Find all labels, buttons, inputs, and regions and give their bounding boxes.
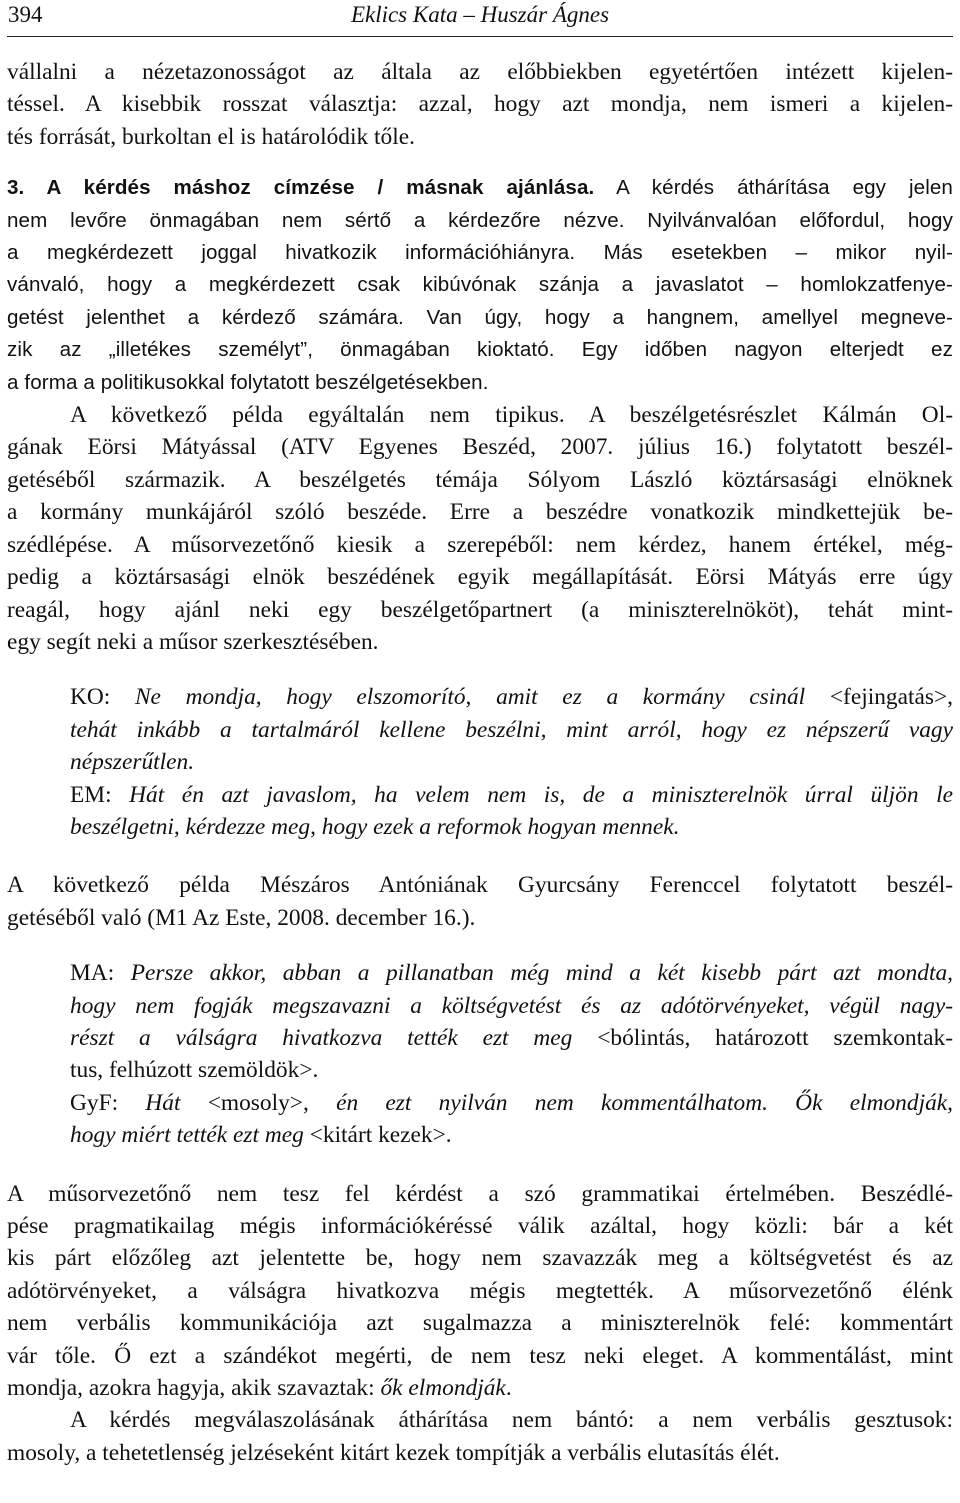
text-line (7, 1372, 953, 1404)
running-title: Eklics Kata – Huszár Ágnes (350, 2, 610, 27)
utterance-text: Hát én azt javaslom, ha velem nem is, de a miniszterelnök úrral üljön le (111, 781, 953, 808)
text-line: getést jelenthet a kérdező számára. Van úgy, hogy a hangnem, amellyel megneve- (7, 305, 953, 329)
utterance-text: beszélgetni, kérdezze meg, hogy ezek a reformok hogyan mennek. (70, 813, 680, 840)
dialogue-line (70, 811, 953, 843)
page (7, 0, 953, 1469)
text-line: A műsorvezetőnő nem tesz fel kérdést a szó grammatikai értelmében. Beszédlé- (7, 1180, 953, 1207)
section-3 (7, 172, 953, 399)
text-line: mosoly, a tehetetlenség jelzéseként kitárt kezek tompítják a verbális elutasítás élét. (7, 1439, 780, 1466)
text-line: a kormány munkájáról szóló beszéde. Erre a beszédre vonatkozik mindkettejük be- (7, 499, 953, 526)
paragraph-3 (7, 869, 953, 934)
utterance-text: hogy nem fogják megszavazni a költségvetést és az adótörvényeket, végül nagy- (70, 992, 953, 1019)
utterance-text: én ezt nyilván nem kommentálhatom. Ők elmondják, (308, 1089, 953, 1116)
text-line: a forma a politikusokkal folytatott beszélgetésekben. (7, 370, 489, 394)
paragraph-4 (7, 1178, 953, 1405)
text-line: egy segít neki a műsor szerkesztésében. (7, 628, 379, 655)
text-line: nem verbális kommunikációja azt sugalmazza a miniszterelnök felé: kommentárt (7, 1310, 953, 1337)
dialogue-excerpt-2 (70, 957, 953, 1151)
text-line: A következő példa Mészáros Antóniának Gyurcsány Ferenccel folytatott beszél- (7, 872, 953, 899)
dialogue-line (70, 714, 953, 746)
text-line: gának Eörsi Mátyással (ATV Egyenes Beszéd, 2007. július 16.) folytatott beszél- (7, 434, 953, 461)
quoted-phrase: ők elmondják (380, 1375, 506, 1402)
dialogue-line (70, 1022, 953, 1054)
section-heading: 3. A kérdés máshoz címzése / másnak ajánlása. (7, 176, 595, 200)
speaker-ko: KO: (70, 684, 111, 711)
section-text: A kérdés áthárítása egy jelen (594, 176, 953, 200)
text-line: tés forrását, burkoltan el is határolódik tőle. (7, 123, 415, 150)
text-line: getéséből való (M1 Az Este, 2008. december 16.). (7, 904, 476, 931)
nonverbal-note: tus, felhúzott szemöldök>. (70, 1057, 319, 1084)
text-line: reagál, hogy ajánl neki egy beszélgetőpartnert (a miniszterelnököt), tehát mint- (7, 596, 953, 623)
text-line: A következő példa egyáltalán nem tipikus. A beszélgetésrészlet Kálmán Ol- (70, 402, 953, 429)
text-line: pedig a köztársasági elnök beszédének egyik megállapítását. Eörsi Mátyás erre úgy (7, 564, 953, 591)
text-line: a megkérdezett joggal hivatkozik információhiányra. Más esetekben – mikor nyil- (7, 241, 953, 265)
text-line: kis párt előzőleg azt jelentette be, hogy nem szavazzák meg a költségvetést és az (7, 1245, 953, 1272)
running-header (7, 0, 953, 37)
dialogue-line (70, 1119, 953, 1151)
paragraph-5 (7, 1404, 953, 1469)
text-line: adótörvényeket, a válságra hivatkozva mégis megtették. A műsorvezetőnő élénk (7, 1277, 953, 1304)
dialogue-line (70, 1054, 953, 1086)
nonverbal-note: <mosoly>, (180, 1089, 309, 1116)
dialogue-line (70, 957, 953, 989)
text-line: nem levőre önmagában nem sértő a kérdezőre nézve. Nyilvánvalóan előfordul, hogy (7, 208, 953, 232)
dialogue-line (70, 1087, 953, 1119)
nonverbal-note: <kitárt kezek>. (303, 1122, 452, 1149)
page-number: 394 (8, 2, 43, 27)
utterance-text: tehát inkább a tartalmáról kellene beszélni, mint arról, hogy ez népszerű vagy (70, 716, 953, 743)
utterance-text: Persze akkor, abban a pillanatban még mind a két kisebb párt azt mondta, (114, 960, 953, 987)
nonverbal-note: <bólintás, határozott szemkontak- (572, 1024, 953, 1051)
paragraph-1 (7, 56, 953, 153)
dialogue-excerpt-1 (70, 681, 953, 843)
utterance-text: Ne mondja, hogy elszomorító, amit ez a kormány csinál (110, 684, 806, 711)
text-line: vállalni a nézetazonosságot az általa az előbbiekben egyetértően intézett kijelen- (7, 59, 953, 85)
text-line: pése pragmatikailag mégis információkéréssé válik azáltal, hogy közli: bár a két (7, 1213, 953, 1239)
text-line: A kérdés megválaszolásának áthárítása nem bántó: a nem verbális gesztusok: (70, 1407, 953, 1434)
dialogue-line (70, 779, 953, 811)
utterance-text: részt a válságra hivatkozva tették ezt meg (70, 1024, 573, 1051)
dialogue-line (70, 681, 953, 713)
speaker-em: EM: (70, 781, 112, 808)
dialogue-line (70, 990, 953, 1022)
speaker-ma: MA: (70, 960, 115, 987)
nonverbal-note: <fejingatás>, (805, 684, 953, 711)
text-line: szédlépése. A műsorvezetőnő kiesik a szerepéből: nem kérdez, hanem értékel, még- (7, 531, 953, 558)
text-span: mondja, azokra hagyja, akik szavaztak: (7, 1375, 381, 1402)
text-line: téssel. A kisebbik rosszat választja: azzal, hogy azt mondja, nem ismeri a kijelen- (7, 91, 953, 118)
text-line: zik az „illetékes személyt”, önmagában kioktató. Egy időben nagyon elterjedt ez (7, 338, 953, 362)
utterance-text: népszerűtlen. (70, 749, 195, 776)
text-span: . (505, 1375, 512, 1402)
text-line (7, 172, 953, 204)
dialogue-line (70, 746, 953, 778)
text-line: vánvaló, hogy a megkérdezett csak kibúvónak szánja a javaslatot – homlokzatfenye- (7, 273, 953, 297)
speaker-gyf: GyF: (70, 1089, 119, 1116)
text-line: getéséből származik. A beszélgetés témája Sólyom László köztársasági elnöknek (7, 466, 953, 493)
text-line: vár tőle. Ő ezt a szándékot megérti, de nem tesz neki eleget. A kommentálást, mint (7, 1342, 953, 1369)
utterance-text: Hát (118, 1089, 181, 1116)
utterance-text: hogy miért tették ezt meg (70, 1122, 304, 1149)
paragraph-2 (7, 399, 953, 658)
